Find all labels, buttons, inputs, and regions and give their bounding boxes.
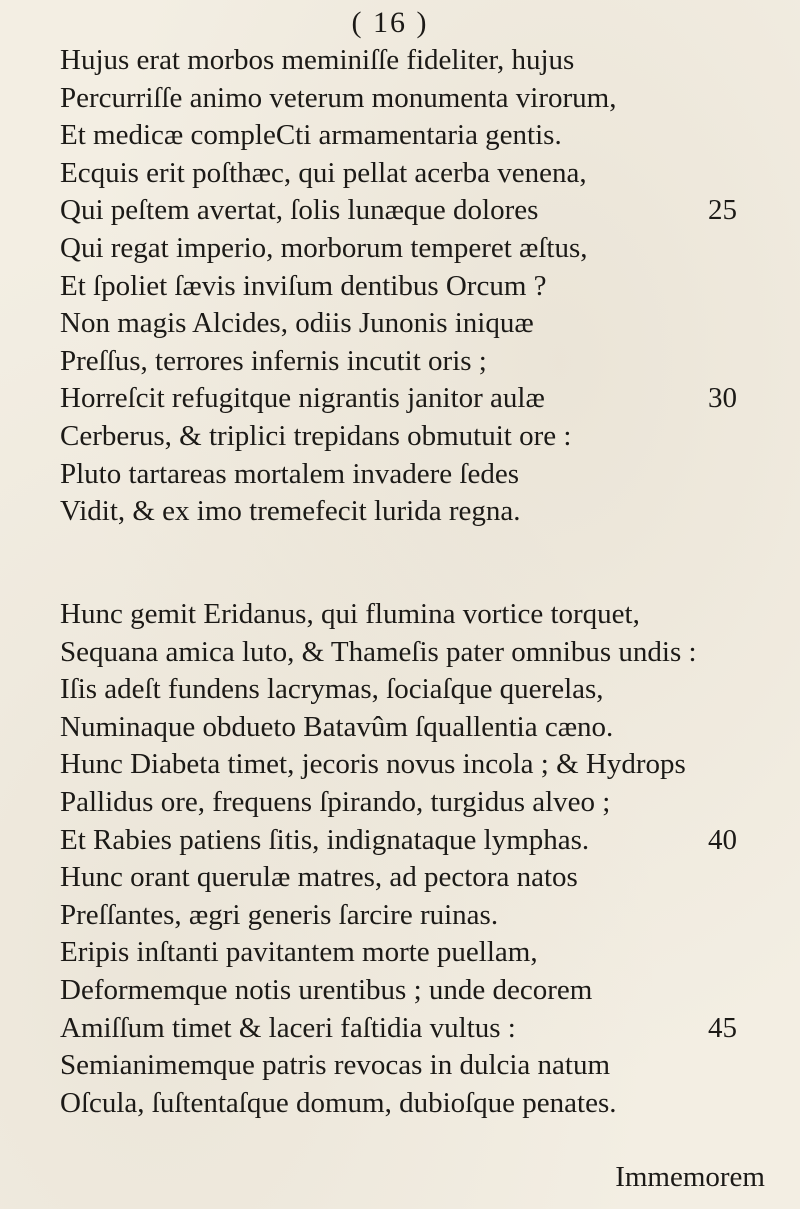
verse-line — [60, 1085, 710, 1123]
verse-text: Amiſſum timet & laceri faſtidia vultus : — [60, 1011, 516, 1044]
verse-line — [60, 859, 710, 897]
verse-text: Et ſpoliet ſævis inviſum dentibus Orcum ? — [60, 269, 547, 302]
verse-text: Numinaque obdueto Batavûm ſquallentia cæno. — [60, 710, 614, 743]
verse-text: Iſis adeſt fundens lacrymas, ſociaſque querelas, — [60, 673, 604, 706]
verse-text: Preſſus, terrores infernis incutit oris ; — [60, 344, 487, 377]
line-number: 45 — [708, 1011, 737, 1044]
catchword: Immemorem — [615, 1161, 765, 1193]
stanza-1 — [60, 42, 737, 531]
verse-line — [60, 1047, 710, 1085]
verse-text: Eripis inſtanti pavitantem morte puellam, — [60, 936, 538, 969]
verse-text: Oſcula, ſuſtentaſque domum, dubioſque penates. — [60, 1086, 617, 1119]
verse-text: Pluto tartareas mortalem invadere ſedes — [60, 457, 519, 490]
verse-line — [60, 305, 710, 343]
verse-line — [60, 596, 710, 634]
verse-text: Pallidus ore, frequens ſpirando, turgidus alveo ; — [60, 785, 611, 818]
verse-text: Deformemque notis urentibus ; unde decorem — [60, 973, 593, 1006]
verse-text: Qui peſtem avertat, ſolis lunæque dolores — [60, 194, 539, 227]
verse-line — [60, 634, 710, 672]
verse-text: Semianimemque patris revocas in dulcia natum — [60, 1049, 611, 1082]
verse-line — [60, 42, 710, 80]
line-number: 30 — [708, 382, 737, 415]
verse-line — [60, 934, 710, 972]
line-number: 25 — [708, 194, 737, 227]
verse-line — [60, 268, 710, 306]
verse-line — [60, 822, 737, 860]
line-number: 40 — [708, 823, 737, 856]
verse-text: Sequana amica luto, & Thameſis pater omnibus undis : — [60, 635, 697, 668]
verse-text: Ecquis erit poſthæc, qui pellat acerba venena, — [60, 156, 587, 189]
verse-line — [60, 155, 710, 193]
verse-text: Preſſantes, ægri generis ſarcire ruinas. — [60, 898, 499, 931]
verse-text: Cerberus, & triplici trepidans obmutuit ore : — [60, 419, 572, 452]
verse-line — [60, 380, 737, 418]
verse-text: Hunc orant querulæ matres, ad pectora natos — [60, 861, 578, 894]
verse-line — [60, 230, 710, 268]
page-number: ( 16 ) — [351, 6, 429, 39]
verse-text: Horreſcit refugitque nigrantis janitor aulæ — [60, 382, 545, 415]
verse-text: Hujus erat morbos meminiſſe fideliter, hujus — [60, 44, 575, 76]
verse-text: Hunc gemit Eridanus, qui flumina vortice torquet, — [60, 598, 640, 630]
verse-text: Et Rabies patiens ſitis, indignataque lymphas. — [60, 823, 590, 856]
stanza-2 — [60, 596, 737, 1122]
verse-text: Percurriſſe animo veterum monumenta virorum, — [60, 81, 617, 114]
verse-line — [60, 671, 710, 709]
verse-line — [60, 897, 710, 935]
verse-line — [60, 493, 710, 531]
verse-line — [60, 192, 737, 230]
verse-text: Non magis Alcides, odiis Junonis iniquæ — [60, 307, 534, 340]
verse-text: Vidit, & ex imo tremefecit lurida regna. — [60, 495, 521, 528]
verse-line — [60, 972, 710, 1010]
verse-line — [60, 746, 710, 784]
verse-line — [60, 784, 710, 822]
verse-line — [60, 80, 710, 118]
verse-line — [60, 1010, 737, 1048]
verse-line — [60, 456, 710, 494]
verse-line — [60, 418, 710, 456]
verse-line — [60, 343, 710, 381]
verse-line — [60, 117, 710, 155]
verse-text: Et medicæ compleCti armamentaria gentis. — [60, 119, 562, 152]
verse-text: Qui regat imperio, morborum temperet æſtus, — [60, 231, 588, 264]
verse-line — [60, 709, 710, 747]
verse-text: Hunc Diabeta timet, jecoris novus incola ; & Hydrops — [60, 748, 686, 781]
